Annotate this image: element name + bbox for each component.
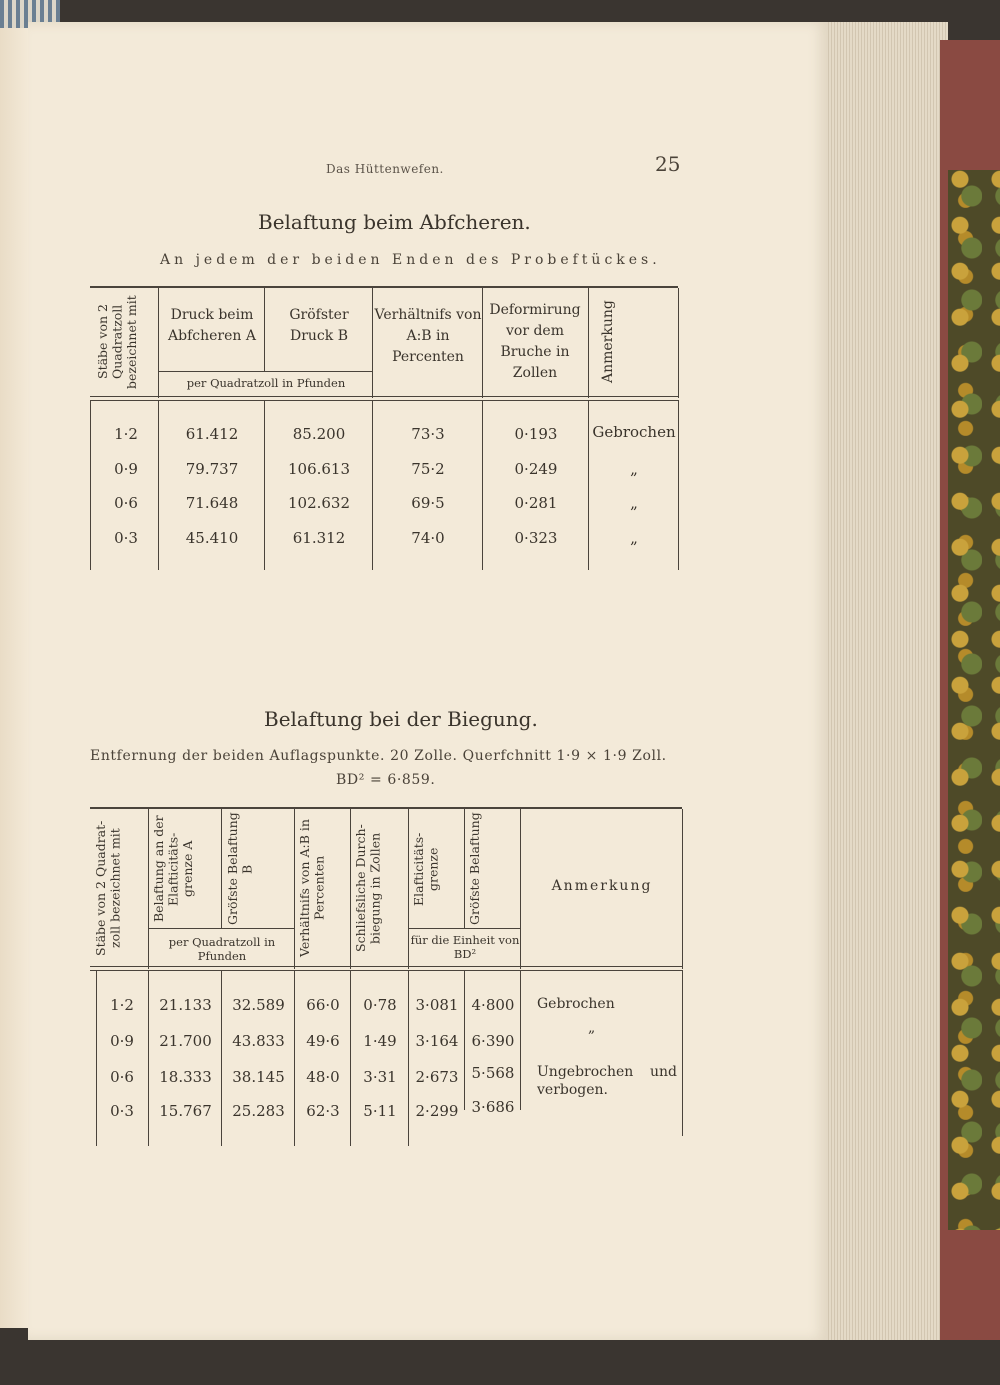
table1-title: Belaftung beim Abfcheren. — [258, 210, 531, 234]
t1-cell: 0·3 — [114, 529, 138, 547]
t2-cell: „ — [588, 1020, 596, 1036]
t2-cell: 0·6 — [110, 1068, 134, 1086]
t2-cell: 48·0 — [306, 1068, 340, 1086]
t1-cell: 0·193 — [514, 425, 558, 443]
t1-cell: „ — [630, 460, 638, 478]
t2-cell: 21.700 — [159, 1032, 212, 1050]
t2-cell: 0·9 — [110, 1032, 134, 1050]
t2-col-header: Schliefsliche Durch- biegung in Zollen — [353, 824, 383, 952]
t2-cell: 0·78 — [363, 996, 397, 1014]
t2-col-header: Gröfste Belaftung B — [225, 812, 255, 926]
t1-col-header: Druck beim Abfcheren A — [168, 307, 256, 344]
t2-cell: 5·11 — [363, 1102, 397, 1120]
t1-unit-span: per Quadratzoll in Pfunden — [186, 376, 346, 390]
t1-cell: 45.410 — [185, 529, 239, 547]
t1-cell: 71.648 — [185, 494, 239, 512]
t2-cell: 3·164 — [415, 1032, 459, 1050]
t2-cell: 4·800 — [471, 996, 515, 1014]
t2-cell: 3·686 — [471, 1098, 515, 1116]
table2-title: Belaftung bei der Biegung. — [264, 707, 538, 731]
running-title: Das Hüttenwefen. — [326, 162, 444, 176]
t1-cell: 73·3 — [411, 425, 445, 443]
table2-formula: BD² = 6·859. — [336, 772, 436, 788]
t2-cell: 32.589 — [232, 996, 285, 1014]
t2-cell: 2·673 — [415, 1068, 459, 1086]
t2-cell: Ungebrochen und verbogen. — [537, 1064, 677, 1098]
t2-col-header: Gröfste Belaftung — [467, 812, 482, 926]
t1-cell: 0·9 — [114, 460, 138, 478]
t2-cell: 5·568 — [471, 1064, 515, 1082]
t1-cell: 69·5 — [411, 494, 445, 512]
t1-col-header: Stäbe von 2 Quadratzoll bezeichnet mit — [95, 295, 139, 389]
t2-cell: 21.133 — [159, 996, 212, 1014]
t2-col-header: Elafticitäts- grenze — [411, 832, 441, 906]
t1-cell: 0·323 — [514, 529, 558, 547]
t2-cell: Gebrochen — [537, 996, 615, 1012]
table1-subtitle: An jedem der beiden Enden des Probeftückes. — [160, 252, 661, 268]
t1-col-header: Deformirung vor dem Bruche in Zollen — [489, 302, 581, 381]
t2-unit-span-2: für die Einheit von BD² — [410, 933, 520, 961]
t2-col-header: Stäbe von 2 Quadrat- zoll bezeichnet mit — [93, 820, 123, 956]
t1-cell: „ — [630, 529, 638, 547]
t2-cell: 49·6 — [306, 1032, 340, 1050]
t1-cell: 106.613 — [287, 460, 351, 478]
t1-cell: 79.737 — [185, 460, 239, 478]
t2-cell: 15.767 — [159, 1102, 212, 1120]
t2-cell: 38.145 — [232, 1068, 285, 1086]
t2-cell: 1·49 — [363, 1032, 397, 1050]
page-edges — [826, 22, 948, 1340]
t1-cell: 85.200 — [292, 425, 346, 443]
t1-cell: 61.312 — [292, 529, 346, 547]
t1-cell: 75·2 — [411, 460, 445, 478]
t2-cell: 62·3 — [306, 1102, 340, 1120]
t1-col-header: Anmerkung — [600, 300, 616, 384]
t2-cell: 3·31 — [363, 1068, 397, 1086]
t2-cell: 18.333 — [159, 1068, 212, 1086]
t1-cell: 74·0 — [411, 529, 445, 547]
t2-cell: 3·081 — [415, 996, 459, 1014]
t2-cell: 66·0 — [306, 996, 340, 1014]
t2-col-header: Anmerkung — [551, 878, 653, 894]
t1-col-header: Gröfster Druck B — [289, 307, 349, 344]
t2-cell: 6·390 — [471, 1032, 515, 1050]
t1-cell: 102.632 — [287, 494, 351, 512]
page-number: 25 — [655, 152, 681, 176]
t2-cell: 2·299 — [415, 1102, 459, 1120]
t2-unit-span-1: per Quadratzoll in Pfunden — [168, 935, 276, 963]
marbled-edge — [948, 170, 1000, 1230]
t1-col-header: Verhältnifs von A:B in Percenten — [374, 307, 482, 365]
t2-cell: 25.283 — [232, 1102, 285, 1120]
t1-cell: 1·2 — [114, 425, 138, 443]
table2-subtitle: Entfernung der beiden Auflagspunkte. 20 Zolle. Querfchnitt 1·9 × 1·9 Zoll. — [90, 748, 667, 764]
t2-cell: 43.833 — [232, 1032, 285, 1050]
t1-cell: 0·281 — [514, 494, 558, 512]
t1-cell: „ — [630, 494, 638, 512]
t2-cell: 1·2 — [110, 996, 134, 1014]
t1-cell: 61.412 — [185, 425, 239, 443]
t2-col-header: Belaftung an der Elafticitäts- grenze A — [151, 815, 195, 923]
t1-cell: 0·249 — [514, 460, 558, 478]
t1-cell: Gebrochen — [592, 423, 676, 441]
t2-col-header: Verhältnifs von A:B in Percenten — [297, 819, 327, 957]
t2-cell: 0·3 — [110, 1102, 134, 1120]
previous-page-edge — [0, 28, 28, 1328]
t1-cell: 0·6 — [114, 494, 138, 512]
